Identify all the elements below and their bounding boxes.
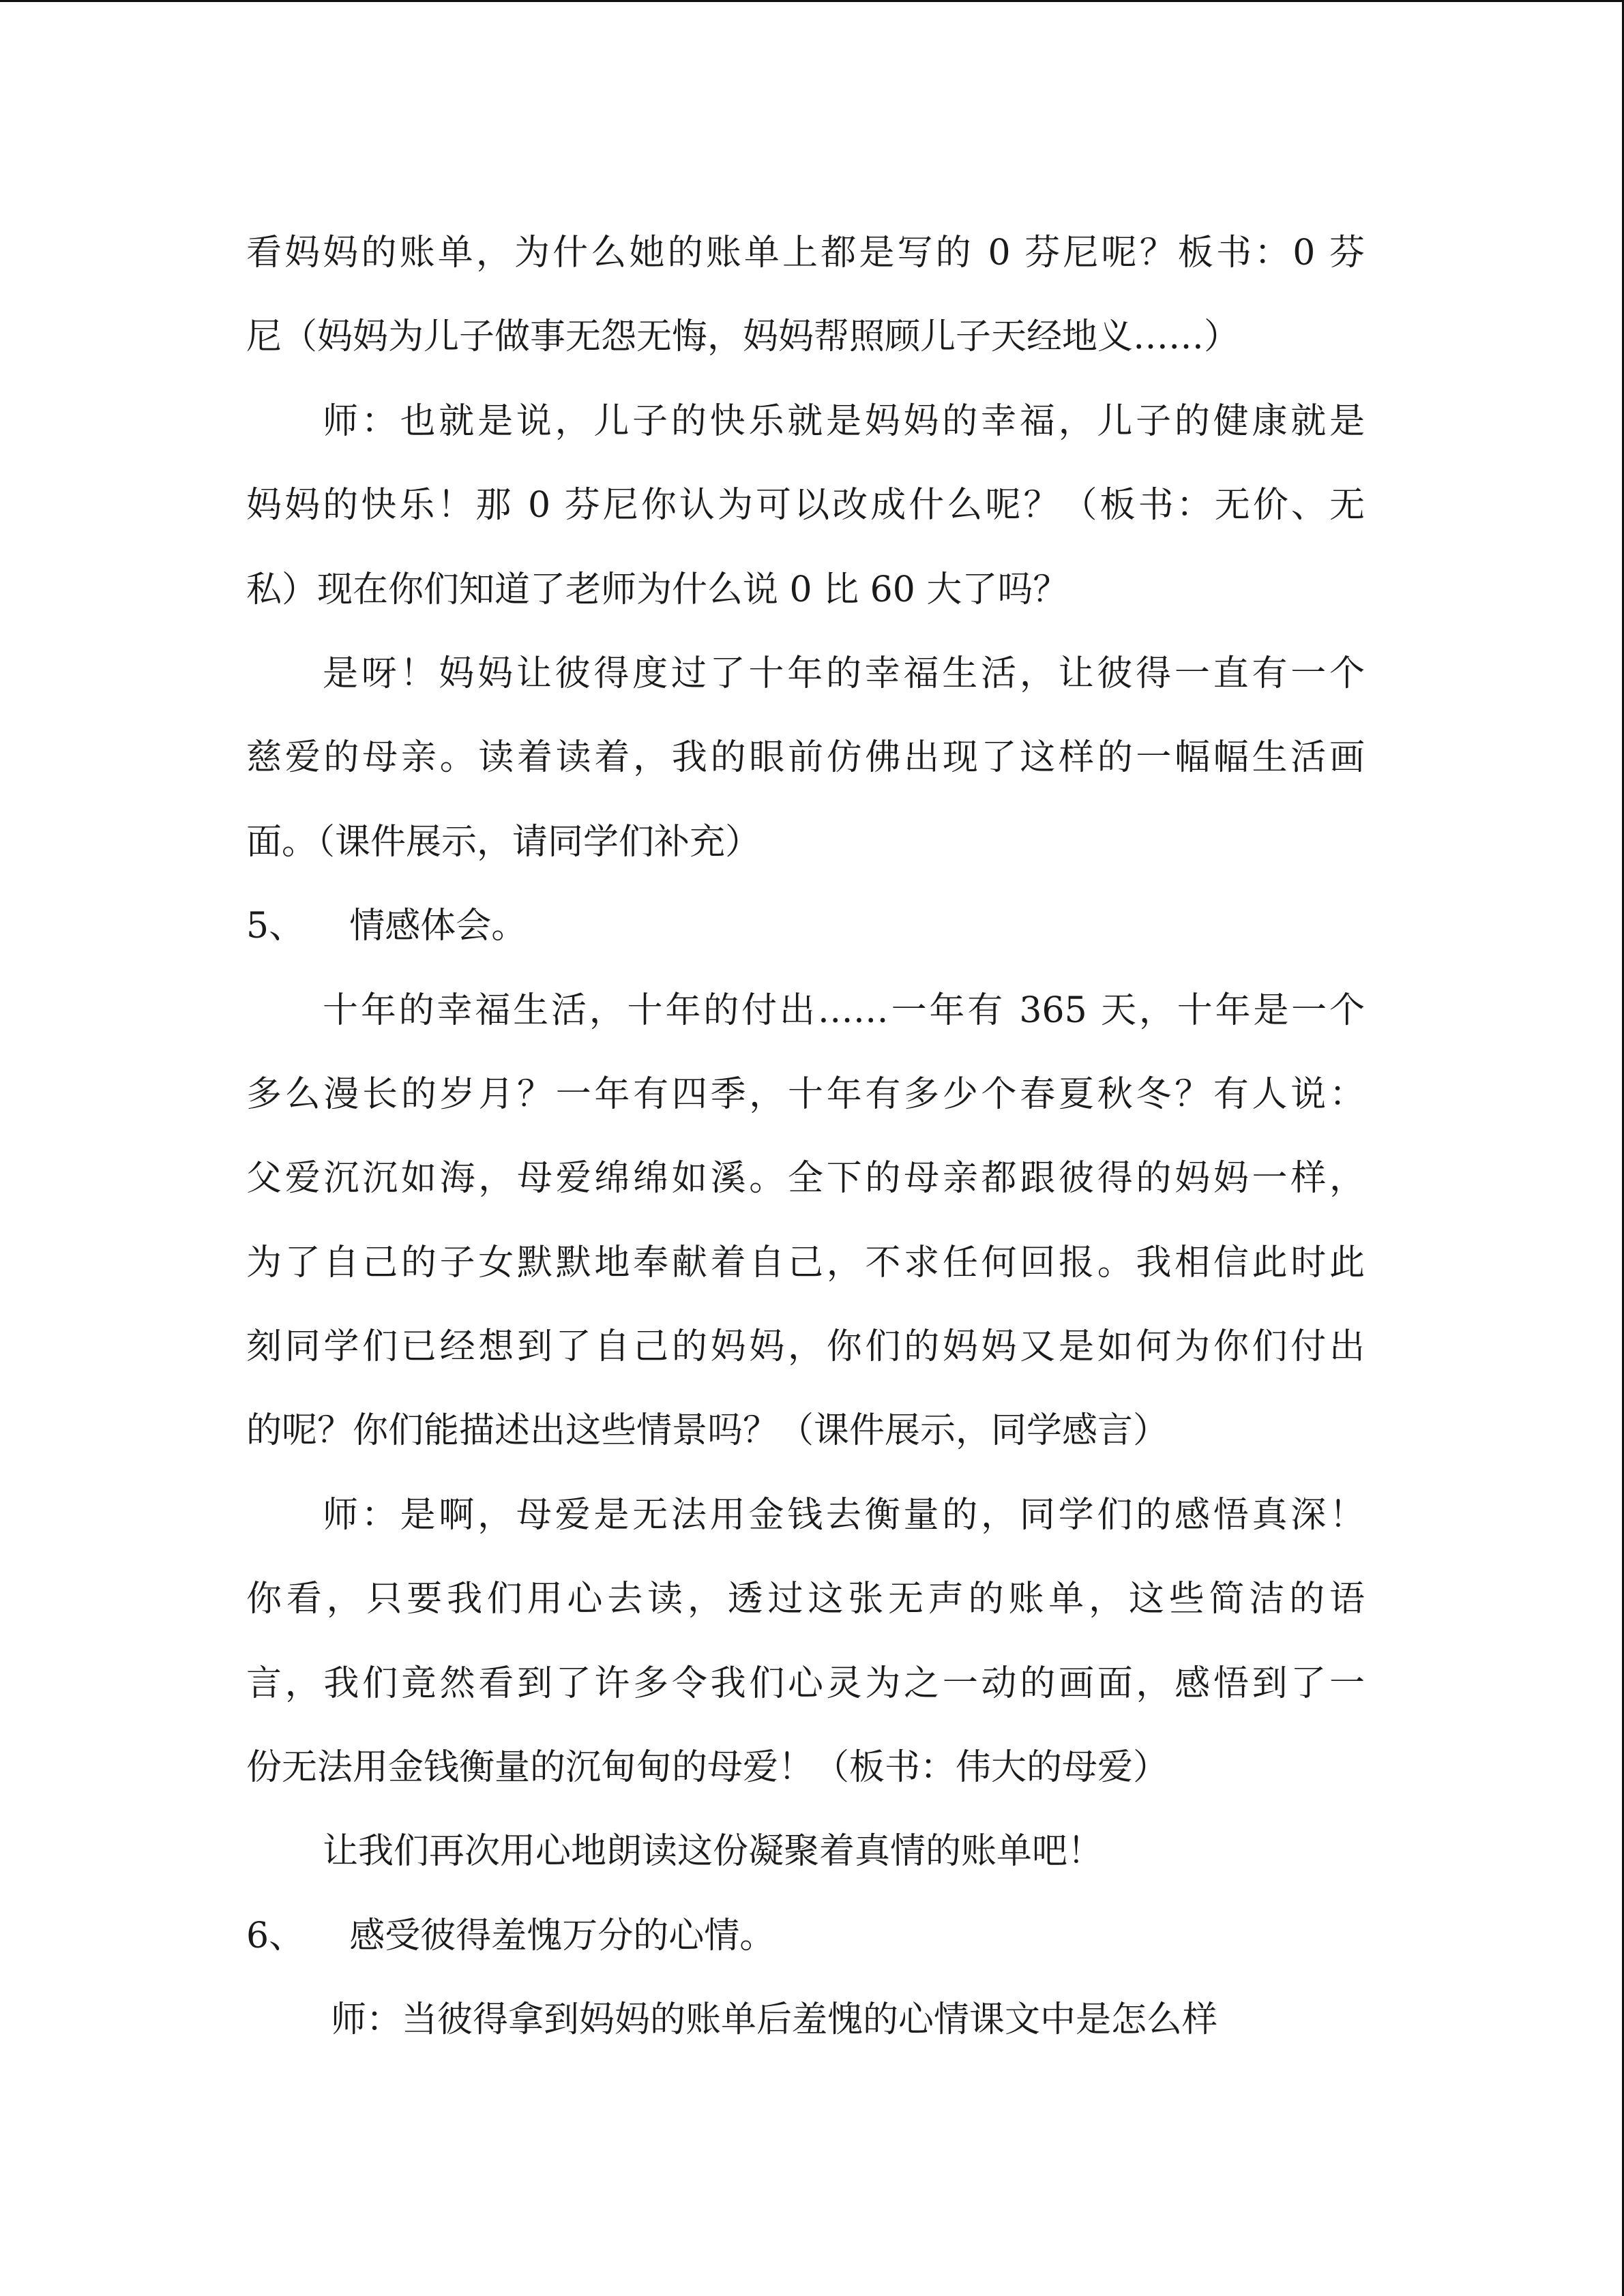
document-body: [246, 211, 1365, 2063]
text-line-1: 看妈妈的账单，为什么她的账单上都是写的 0 芬尼呢？板书：0 芬: [246, 233, 1365, 273]
text-line-14: 刻同学们已经想到了自己的妈妈，你们的妈妈又是如何为你们付出: [246, 1326, 1365, 1368]
text-line-5: 私）现在你们知道了老师为什么说 0 比 60 大了吗？: [246, 569, 1069, 610]
text-line-17: 你看，只要我们用心去读，透过这张无声的账单，这些简洁的语: [246, 1579, 1365, 1620]
text-line-3: 师：也就是说，儿子的快乐就是妈妈的幸福，儿子的健康就是: [323, 400, 1365, 442]
text-line-20: 让我们再次用心地朗读这份凝聚着真情的账单吧！: [323, 1831, 1104, 1873]
section-heading-6: 6、 感受彼得羞愧万分的心情。: [246, 1915, 776, 1956]
text-line-15: 的呢？你们能描述出这些情景吗？（课件展示，同学感言）: [246, 1410, 1169, 1452]
text-line-22: 师：当彼得拿到妈妈的账单后羞愧的心情课文中是怎么样: [331, 1999, 1218, 2041]
text-line-6: 是呀！妈妈让彼得度过了十年的幸福生活，让彼得一直有一个: [323, 653, 1365, 694]
text-line-13: 为了自己的子女默默地奉献着自己，不求任何回报。我相信此时此: [246, 1242, 1365, 1283]
text-line-19: 份无法用金钱衡量的沉甸甸的母爱！（板书：伟大的母爱）: [246, 1747, 1169, 1789]
text-line-7: 慈爱的母亲。读着读着，我的眼前仿佛出现了这样的一幅幅生活画: [246, 737, 1365, 779]
text-line-8: 面。（课件展示，请同学们补充）: [246, 821, 761, 863]
text-line-4: 妈妈的快乐！那 0 芬尼你认为可以改成什么呢？（板书：无价、无: [246, 485, 1365, 526]
text-line-12: 父爱沉沉如海，母爱绵绵如溪。全下的母亲都跟彼得的妈妈一样，: [246, 1158, 1365, 1199]
section-heading-5: 5、 情感体会。: [246, 906, 527, 947]
page-border-top: [0, 0, 1624, 2]
text-line-11: 多么漫长的岁月？一年有四季，十年有多少个春夏秋冬？有人说：: [246, 1073, 1365, 1115]
text-line-2: 尼（妈妈为儿子做事无怨无悔，妈妈帮照顾儿子天经地义……）: [246, 316, 1240, 358]
text-line-16: 师：是啊，母爱是无法用金钱去衡量的，同学们的感悟真深！: [323, 1494, 1365, 1536]
text-line-10: 十年的幸福生活，十年的付出……一年有 365 天，十年是一个: [323, 989, 1365, 1031]
text-line-18: 言，我们竟然看到了许多令我们心灵为之一动的画面，感悟到了一: [246, 1663, 1365, 1704]
